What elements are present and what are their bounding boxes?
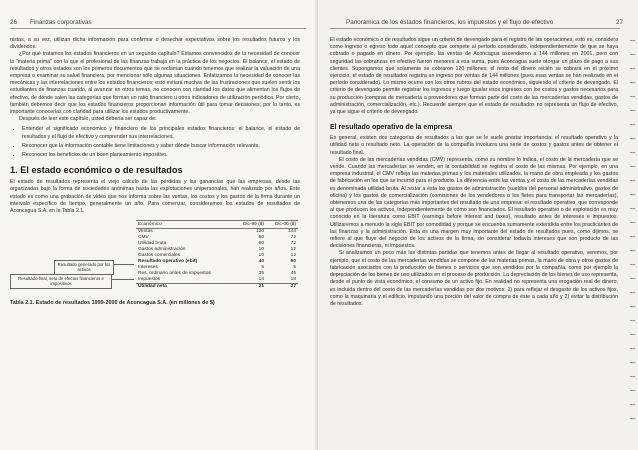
row-label: Resultado operativo (ebit) xyxy=(138,259,198,265)
subsection-heading: El resultado operativo de la empresa xyxy=(330,124,453,132)
right-page xyxy=(318,0,638,450)
row-label: Ventas xyxy=(138,229,153,235)
left-column xyxy=(10,37,300,307)
row-label: Utilidad bruta xyxy=(138,241,167,247)
table-body xyxy=(136,229,298,291)
right-header-rule xyxy=(330,28,620,29)
row-value: 45 xyxy=(290,271,296,277)
objectives-list xyxy=(10,126,300,159)
row-value: 10 xyxy=(258,247,264,253)
row-value: 60 xyxy=(258,235,264,241)
intro-paragraph: ¿Por qué tratamos los estados financieros en un segundo capítulo? Estamos convencidos de la necesidad de conocer la "materia prima" con la que el profesional de las finanzas trabaja en la práctica de los negocios. El balance, el estado de resultados y otros estados son los primeros documentos que se reclaman cuando tenemos que realizar la valuación de una empresa o examinar su salud financiera, por mencionar sólo algunas situaciones. Enfatizamos la necesidad de conocer las mecánicas y las interrelaciones entre los estados financieros; esto evitará muchas de las frustraciones que suelen sentir los estudiantes de finanzas cuando, al avanzar en otros temas, no conocen con claridad los datos que alimentan los flujos de efectivo, de dónde salen las categorías que forman un ratio financiero u otros indicadores de utilización periódica. Por cierto, también debemos decir que los estados financieros proporcionan información útil para tomar decisiones; por lo tanto, es importante conocerlas con claridad para utilizar los estados productivamente. xyxy=(10,51,300,116)
callout-net-result: Resultado final, neto de efectos financieros e impositivos xyxy=(10,274,112,288)
row-value: 50 xyxy=(290,259,296,265)
body-paragraph: Si analizamos un poco más las distintas partidas que tenemos antes de llegar al resultado operativo, veremos, por ejemplo, que el costo de las mercaderías vendidas se compone de las materias primas, la mano de obra y otros gastos de fabricación asociados con la producción de bienes o servicios que son vendidos por la compañía, como por ejemplo la depreciación de los bienes de uso utilizados en el proceso de producción. La depreciación de los bienes de uso representa, desde el punto de vista económico, el consumo de un activo fijo. En realidad no representa una erogación real de dinero, es incluida dentro del costo de las mercaderías vendidas por dos motivos: 1) para reflejar el desgaste de los activos fijos, como la maquinaria y el edificio, imputando una porción del valor de compra de éste a cada año y 2) evitar la distribución de resultados. xyxy=(330,250,618,307)
row-value: 5 xyxy=(261,265,264,271)
table-row xyxy=(136,284,298,291)
column-header: Económico xyxy=(136,221,234,229)
left-header-rule xyxy=(10,28,306,29)
income-statement-figure xyxy=(10,220,300,298)
row-label: Intereses xyxy=(138,265,158,271)
intro-paragraph: Después de leer este capítulo, usted debería ser capaz de: xyxy=(19,116,157,123)
callout-arrow xyxy=(114,264,134,265)
row-value: 144 xyxy=(287,229,296,235)
section-paragraph: El estado de resultados representa el viejo cálculo de las pérdidas y las ganancias que las empresas, desde las organizadas bajo la forma de sociedades anónimas hasta las explotaciones unipersonales, han realizado por años. Este estado es como una grabación de video que nos informa sobre las ventas, los costos y los gastos de la firma durante un intervalo específico de tiempo, generalmente un año. Para comenzar, consideremos los estados de resultados de Aconcagua S.A. en la Tabla 2.1. xyxy=(10,179,300,215)
body-paragraph: El estado económico o de resultados sigue un criterio de devengado para el registro de las operaciones, esto es, considera como ingreso o egreso todo aquel concepto que compete al período considerado, independientemente de que se haya cobrado o pagado en dinero. Por ejemplo, las ventas de Aconcagua ascendieron a 144 millones en 2001, pero con seguridad las cobranzas en efectivo fueron menores a esa suma, pues Aconcagua suele otorgar un plazo de pago a sus clientes. Supongamos que solamente se cobraron 120 millones; el resto del dinero recién se cobrará en el próximo ejercicio, el estado de resultados registra un ingreso por ventas de 144 millones (pues esas ventas se han realizado en el período considerado). Lo mismo ocurre con los otros rubros del estado económico, siguiendo el criterio de devengado. El criterio de devengado permite registrar los ingresos y luego igualar esos ingresos con los costos y gastos necesarios para su producción (compras de mercadería a proveedores que forman parte del costo de las mercaderías vendidas, gastos de administración, comercialización, etc.). Recuerde siempre que el estado de resultados no representa un flujo de efectivo, ya que sigue el criterio de devengado. xyxy=(330,37,618,116)
column-header: Dic-00 ($) xyxy=(266,221,298,229)
row-value: 12 xyxy=(290,247,296,253)
row-label: Gastos comerciales xyxy=(138,253,181,259)
income-statement-table xyxy=(136,220,298,290)
page-edge-marks xyxy=(630,40,636,432)
table-caption: Tabla 2.1. Estado de resultados 1999-2000 de Aconcagua S.A. (en millones de $) xyxy=(10,300,215,307)
row-value: 120 xyxy=(255,229,264,235)
table-header-row xyxy=(136,221,298,229)
row-label: Utilidad neta xyxy=(136,284,234,291)
row-value: 35 xyxy=(258,271,264,277)
left-running-header: Finanzas corporativas xyxy=(30,19,92,26)
row-value: 5 xyxy=(293,265,296,271)
row-value: 10 xyxy=(258,253,264,259)
left-page xyxy=(0,0,318,450)
row-label: CMV xyxy=(138,235,149,241)
row-value: 21 xyxy=(234,284,266,291)
row-value: 40 xyxy=(258,259,264,265)
callout-operating-result: Resultado generado por los activos xyxy=(54,260,114,274)
body-paragraph: En general, existen dos categorías de resultados a las que se le suele prestar importancia: el resultado operativo y la utilidad neta o resultado neto. La operación de la compañía involucra una serie de costos y gastos antes de obtener el resultado final. xyxy=(330,135,618,156)
objective-item: • Entender el significado económico y financiero de los principales estados financieros: el balance, el estado de resultados y el flujo de efectivo y comprender sus interrelaciones. xyxy=(22,126,300,140)
right-column xyxy=(330,37,618,308)
column-header: Dic-99 ($) xyxy=(234,221,266,229)
row-label: Gastos administración xyxy=(138,247,186,253)
objective-item: • Reconocer que la información contable tiene limitaciones y saber dónde buscar información relevante. xyxy=(22,143,300,150)
row-value: 18 xyxy=(290,277,296,283)
row-value: 27 xyxy=(266,284,298,291)
row-value: 72 xyxy=(290,235,296,241)
row-value: 72 xyxy=(290,241,296,247)
row-value: 12 xyxy=(290,253,296,259)
right-running-header: Panorámica de los estados financieros, los impuestos y el flujo de efectivo xyxy=(346,19,554,26)
row-label: Res. ordinario antes de impuestos xyxy=(138,271,211,277)
body-paragraph: El costo de las mercaderías vendidas (CMV) representa, como su nombre lo indica, el costo de la mercadería que se vende. Cuando las mercaderías se venden, en la contabilidad se registra el costo de las mismas. Por ejemplo, en una empresa industrial, el CMV refleja las materias primas y los materiales utilizados, la mano de obra empleada y los gastos de fabricación en los que se incurrió para el producto. La diferencia entre las ventas y el costo de las mercaderías vendidas es denominada utilidad bruta. Al restar a ésta los gastos de administración (sueldos del personal administrativo, gastos de oficina) y los gastos de comercialización (comisiones de los vendedores o los fletes para transportar las mercaderías), obtenemos una de las categorías más importantes del resultado de una empresa: el resultado operativo, que corresponde al que producen los activos, independientemente de cómo son financiados. El resultado operativo o de explotación es muy conocido en la literatura como EBIT (earnings before interest and taxes), resultado antes de intereses e impuestos. Utilizaremos a menudo la sigla EBIT por comodidad y porque se encuentra sumamente extendida entre los practicantes de las finanzas y la administración. Esta es una margen muy importante del estado de resultados pues, como dijimos, se refiere al que fluye del negocio de los activos de la firma, sin considerar todavía intereses que son producto de las decisiones financieras, ni impuestos. xyxy=(330,156,618,250)
intro-paragraph: nistas, a su vez, utilizan dicha información para confirmar o desechar expectativas sobre los resultados futuros y los dividendos. xyxy=(10,37,300,51)
right-page-number: 27 xyxy=(616,19,624,26)
row-value: 60 xyxy=(258,241,264,247)
section-heading: 1. El estado económico o de resultados xyxy=(10,165,183,176)
objective-item: • Reconocer los beneficios de un buen planeamiento impositivo. xyxy=(22,152,300,159)
callout-arrow xyxy=(112,279,134,280)
row-label: Impuestos xyxy=(138,277,161,283)
left-page-number: 26 xyxy=(10,19,18,26)
row-value: 14 xyxy=(258,277,264,283)
